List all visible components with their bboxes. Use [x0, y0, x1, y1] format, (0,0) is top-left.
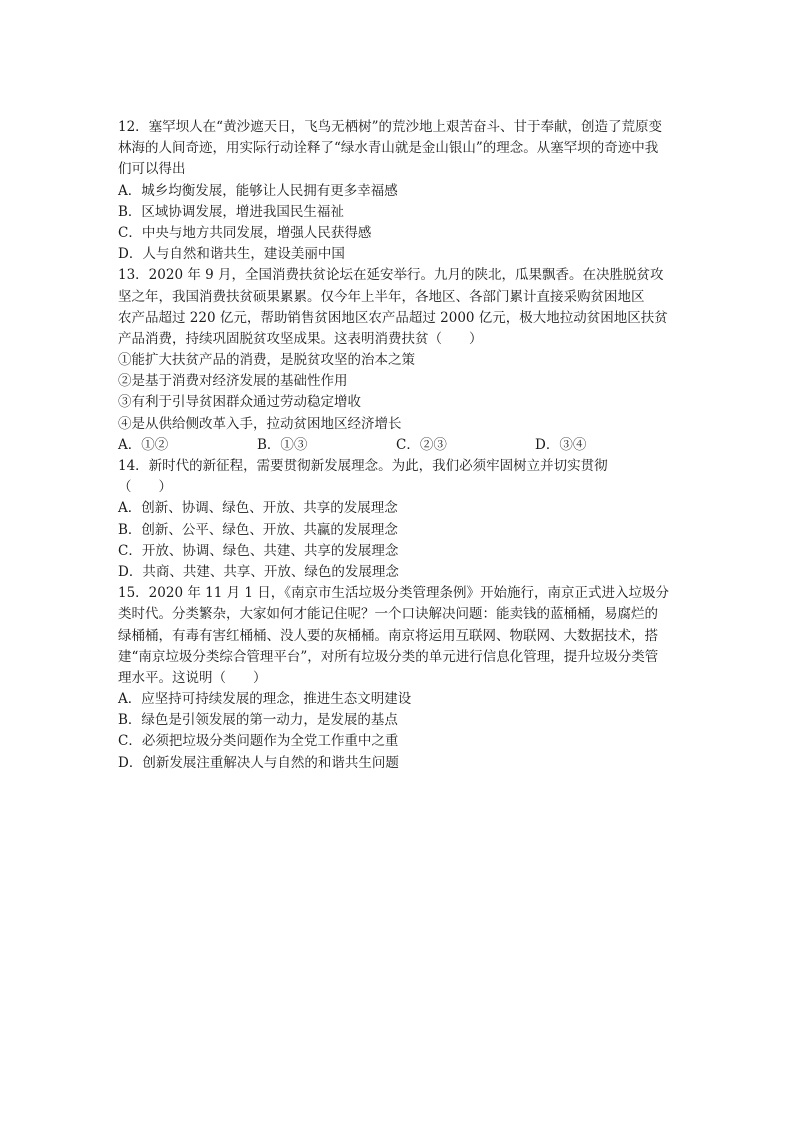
question-text-line: 15．2020 年 11 月 1 日，《南京市生活垃圾分类管理条例》开始施行，南京正式进入垃圾分 — [118, 585, 670, 602]
question-text-line: 农产品超过 220 亿元，帮助销售贫困地区农产品超过 2000 亿元，极大地拉动贫困地区扶贫 — [118, 309, 668, 326]
option-c: C．②③ — [396, 436, 447, 453]
option-a: A．①② — [118, 436, 169, 453]
option-d: D．③④ — [535, 436, 587, 453]
question-text-line: （ ） — [118, 479, 172, 496]
question-text-line: 产品消费，持续巩固脱贫攻坚成果。这表明消费扶贫（ ） — [118, 330, 483, 347]
option-d: D．创新发展注重解决人与自然的和谐共生问题 — [118, 754, 399, 771]
question-12 — [118, 117, 678, 265]
option-c: C．必须把垃圾分类问题作为全党工作重中之重 — [118, 733, 399, 750]
question-text-line: 理水平。这说明（ ） — [118, 669, 267, 686]
option-b: B．①③ — [257, 436, 308, 453]
question-14 — [118, 456, 678, 583]
option-a: A．城乡均衡发展，能够让人民拥有更多幸福感 — [118, 182, 398, 199]
statement-4: ④是从供给侧改革入手，拉动贫困地区经济增长 — [118, 415, 402, 432]
statement-1: ①能扩大扶贫产品的消费，是脱贫攻坚的治本之策 — [118, 352, 415, 369]
option-c: C．中央与地方共同发展，增强人民获得感 — [118, 224, 372, 241]
question-text-line: 林海的人间奇迹，用实际行动诠释了“绿水青山就是金山银山”的理念。从塞罕坝的奇迹中我 — [118, 140, 659, 157]
question-text-line: 14．新时代的新征程，需要贯彻新发展理念。为此，我们必须牢固树立并切实贯彻 — [118, 458, 608, 474]
question-text-line: 类时代。分类繁杂，大家如何才能记住呢？一个口诀解决问题：能卖钱的蓝桶桶，易腐烂的 — [118, 606, 658, 623]
question-text-line: 绿桶桶，有毒有害红桶桶、没人要的灰桶桶。南京将运用互联网、物联网、大数据技术，搭 — [118, 627, 658, 644]
option-b: B．创新、公平、绿色、开放、共赢的发展理念 — [118, 521, 398, 538]
option-c: C．开放、协调、绿色、共建、共享的发展理念 — [118, 542, 399, 559]
question-text-line: 12．塞罕坝人在“黄沙遮天日，飞鸟无栖树”的荒沙地上艰苦奋斗、甘于奉献，创造了荒原变 — [118, 119, 662, 135]
option-b: B．区域协调发展，增进我国民生福祉 — [118, 203, 344, 220]
question-text-line: 建“南京垃圾分类综合管理平台”，对所有垃圾分类的单元进行信息化管理，提升垃圾分类管 — [118, 648, 659, 665]
inline-options-row — [118, 435, 678, 456]
question-list — [118, 117, 678, 774]
question-text-line: 13．2020 年 9 月，全国消费扶贫论坛在延安举行。九月的陕北，瓜果飘香。在决胜脱贫攻 — [118, 267, 664, 284]
question-text-line: 们可以得出 — [118, 161, 186, 178]
option-b: B．绿色是引领发展的第一动力，是发展的基点 — [118, 712, 398, 729]
statement-2: ②是基于消费对经济发展的基础性作用 — [118, 373, 348, 390]
question-text-line: 坚之年，我国消费扶贫硕果累累。仅今年上半年，各地区、各部门累计直接采购贫困地区 — [118, 288, 645, 305]
option-d: D．共商、共建、共享、开放、绿色的发展理念 — [118, 563, 399, 580]
question-15 — [118, 583, 678, 774]
option-a: A．应坚持可持续发展的理念，推进生态文明建设 — [118, 691, 412, 708]
option-a: A．创新、协调、绿色、开放、共享的发展理念 — [118, 500, 398, 517]
option-d: D．人与自然和谐共生，建设美丽中国 — [118, 246, 345, 263]
question-13 — [118, 265, 678, 456]
statement-3: ③有利于引导贫困群众通过劳动稳定增收 — [118, 394, 361, 411]
